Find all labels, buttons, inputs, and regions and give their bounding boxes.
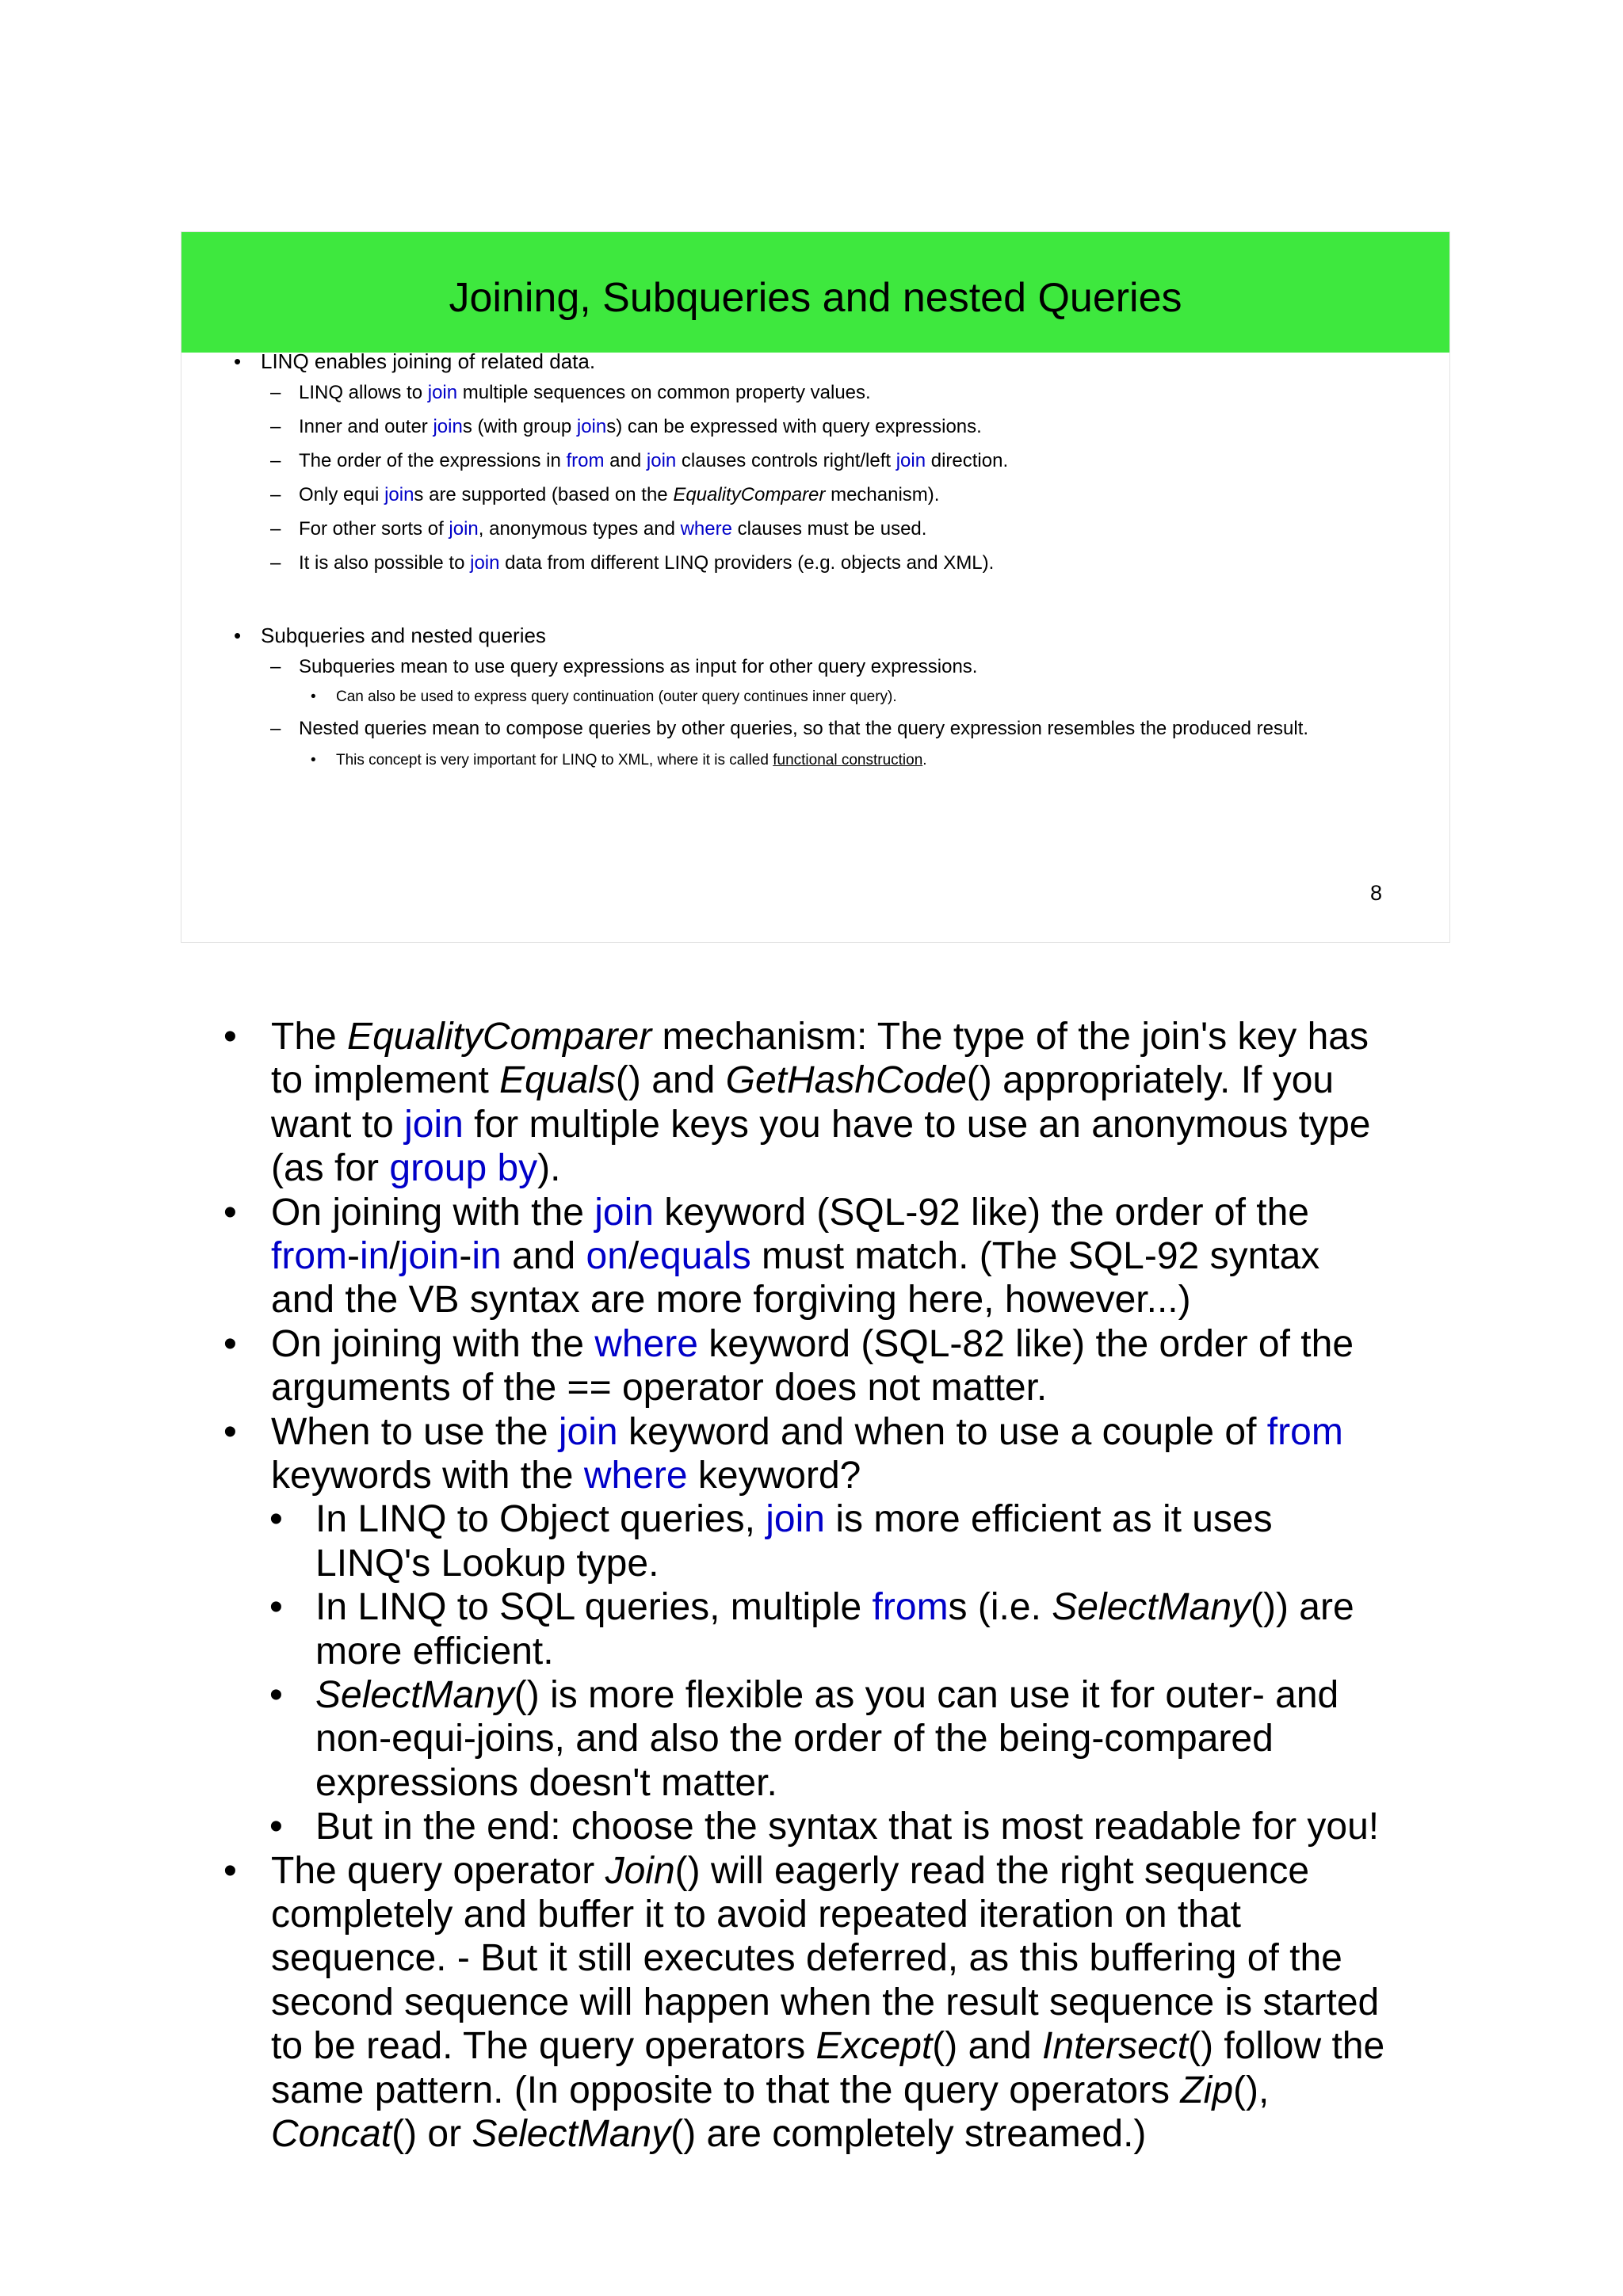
notes-line <box>315 1761 777 1806</box>
text-run: Zip <box>1180 2069 1234 2111</box>
text-run: clauses controls right/left <box>676 450 896 471</box>
text-run: Equals <box>499 1059 616 1101</box>
slide-bullet-level-1 <box>261 349 595 374</box>
notes-line <box>271 1893 1241 1937</box>
text-run: expressions doesn't matter. <box>315 1762 777 1804</box>
notes-bullet-marker: • <box>223 1411 237 1453</box>
slide-bullet-level-2 <box>299 551 994 575</box>
text-run: () or <box>391 2113 472 2155</box>
text-run: () are completely streamed.) <box>670 2113 1147 2155</box>
notes-bullet-marker: • <box>269 1498 283 1540</box>
notes-line <box>271 1278 1191 1322</box>
slide-bullet-level-2 <box>299 415 982 439</box>
text-run: In LINQ to Object queries, <box>315 1498 766 1540</box>
text-run: EqualityComparer <box>673 484 826 505</box>
text-run: clauses must be used. <box>731 518 927 540</box>
text-run: keyword (SQL-82 like) the order of the <box>697 1323 1354 1365</box>
text-run: completely and buffer it to avoid repeated iteration on that <box>271 1894 1241 1936</box>
text-run: LINQ's Lookup type. <box>315 1543 659 1585</box>
notes-line <box>315 1805 1379 1849</box>
text-run: to be read. The query operators <box>271 2025 816 2067</box>
slide-bullet-level-3 <box>336 688 897 707</box>
text-run: , anonymous types and <box>478 518 681 540</box>
keyword-text: equals <box>639 1235 751 1277</box>
keyword-text: on <box>586 1235 628 1277</box>
text-run: - <box>347 1235 360 1277</box>
text-run: Join <box>605 1850 675 1892</box>
notes-line <box>315 1497 1273 1542</box>
text-run: ). <box>537 1147 561 1189</box>
text-run: The <box>271 1016 348 1058</box>
text-run: ()) are <box>1251 1586 1354 1628</box>
text-run: (as for <box>271 1147 390 1189</box>
keyword-text: join <box>896 450 926 471</box>
text-run: mechanism). <box>825 484 940 505</box>
bullet-marker: • <box>234 624 242 647</box>
text-run: and <box>604 450 647 471</box>
keyword-text: from <box>566 450 605 471</box>
text-run: and <box>501 1235 586 1277</box>
text-run: Except <box>815 2025 933 2067</box>
bullet-marker: – <box>270 416 281 437</box>
notes-line <box>271 1103 1370 1147</box>
notes-line <box>271 1366 1047 1410</box>
keyword-text: join <box>594 1192 654 1234</box>
notes-bullet-marker: • <box>223 1192 237 1234</box>
text-run: When to use the <box>271 1411 559 1453</box>
text-run: - <box>459 1235 472 1277</box>
keyword-text: in <box>359 1235 390 1277</box>
keyword-text: where <box>594 1323 698 1365</box>
text-run: SelectMany <box>315 1674 514 1716</box>
text-run: keyword (SQL-92 like) the order of the <box>653 1192 1309 1234</box>
bullet-marker: – <box>270 484 281 505</box>
text-run: second sequence will happen when the result sequence is started <box>271 1981 1380 2023</box>
text-run: () and <box>932 2025 1043 2067</box>
notes-line <box>271 1410 1343 1455</box>
keyword-text: from <box>271 1235 347 1277</box>
notes-line <box>271 1849 1309 1894</box>
notes-line <box>271 1146 561 1191</box>
text-run: more efficient. <box>315 1630 554 1672</box>
notes-bullet-marker: • <box>269 1674 283 1716</box>
slide-bullet-level-1 <box>261 623 546 648</box>
text-run: Subqueries mean to use query expressions as input for other query expressions. <box>299 656 978 677</box>
notes-line <box>271 1936 1342 1981</box>
text-run: s (with group <box>462 416 577 437</box>
text-run: must match. (The SQL-92 syntax <box>750 1235 1320 1277</box>
slide-bullet-level-2 <box>299 483 939 507</box>
text-run: SelectMany <box>472 2113 671 2155</box>
notes-line <box>315 1585 1354 1630</box>
notes-bullet-marker: • <box>223 1323 237 1365</box>
bullet-marker: – <box>270 450 281 471</box>
keyword-text: join <box>449 518 479 540</box>
keyword-text: from <box>1266 1411 1343 1453</box>
text-run: Only equi <box>299 484 385 505</box>
text-run: . <box>922 752 927 769</box>
notes-bullet-marker: • <box>223 1850 237 1892</box>
slide-title: Joining, Subqueries and nested Queries <box>449 275 1182 321</box>
text-run: (), <box>1233 2069 1270 2111</box>
text-run: s are supported (based on the <box>414 484 674 505</box>
keyword-text: join <box>384 484 414 505</box>
keyword-text: where <box>680 518 732 540</box>
text-run: () is more flexible as you can use it for outer- and <box>514 1674 1339 1716</box>
text-run: In LINQ to SQL queries, multiple <box>315 1586 873 1628</box>
bullet-marker: • <box>311 752 316 769</box>
notes-line <box>271 2069 1269 2113</box>
keyword-text: join <box>558 1411 618 1453</box>
text-run: same pattern. (In opposite to that the query operators <box>271 2069 1181 2111</box>
notes-bullet-marker: • <box>269 1806 283 1848</box>
text-run: () and <box>615 1059 726 1101</box>
text-run: keyword? <box>687 1455 861 1497</box>
notes-line <box>271 1454 861 1498</box>
notes-line <box>271 1234 1319 1279</box>
keyword-text: join <box>470 552 500 574</box>
keyword-text: join <box>766 1498 825 1540</box>
text-run: / <box>389 1235 400 1277</box>
bullet-marker: – <box>270 656 281 677</box>
slide <box>181 231 1450 943</box>
text-run: Nested queries mean to compose queries by other queries, so that the query expression resembles the produced result. <box>299 718 1309 739</box>
text-run: and the VB syntax are more forgiving here, however...) <box>271 1279 1191 1321</box>
keyword-text: join <box>427 382 458 403</box>
notes-line <box>315 1717 1274 1761</box>
notes-line <box>271 1191 1309 1235</box>
keyword-text: join <box>576 416 607 437</box>
text-run: Concat <box>271 2113 392 2155</box>
keyword-text: join <box>646 450 677 471</box>
text-run: () appropriately. If you <box>966 1059 1335 1101</box>
text-run: LINQ enables joining of related data. <box>261 349 596 373</box>
text-run: () will eagerly read the right sequence <box>674 1850 1310 1892</box>
keyword-text: where <box>583 1455 688 1497</box>
bullet-marker: • <box>311 688 316 705</box>
text-run: On joining with the <box>271 1192 595 1234</box>
notes-line <box>271 1322 1354 1367</box>
slide-bullet-level-2 <box>299 517 926 541</box>
slide-bullet-level-2 <box>299 381 871 405</box>
slide-number: 8 <box>1370 881 1383 905</box>
keyword-text: join <box>433 416 463 437</box>
notes-line <box>271 2024 1384 2069</box>
bullet-marker: – <box>270 518 281 540</box>
bullet-marker: • <box>234 349 242 373</box>
text-run: non-equi-joins, and also the order of the being-compared <box>315 1718 1274 1760</box>
notes-line <box>315 1542 659 1586</box>
notes-line <box>315 1673 1338 1718</box>
slide-bullet-level-2 <box>299 655 977 679</box>
text-run: SelectMany <box>1052 1586 1251 1628</box>
keyword-text: from <box>872 1586 949 1628</box>
bullet-marker: – <box>270 552 281 574</box>
notes-line <box>271 1015 1369 1059</box>
keyword-text: join <box>399 1235 460 1277</box>
text-run: multiple sequences on common property values. <box>457 382 871 403</box>
text-run: / <box>628 1235 640 1277</box>
bullet-marker: – <box>270 382 281 403</box>
text-run: This concept is very important for LINQ to XML, where it is called <box>336 752 773 769</box>
text-run: keyword and when to use a couple of <box>617 1411 1267 1453</box>
text-run: want to <box>271 1104 405 1146</box>
slide-bullet-level-2 <box>299 717 1308 741</box>
text-run: Subqueries and nested queries <box>261 624 546 647</box>
text-run: For other sorts of <box>299 518 449 540</box>
notes-bullet-marker: • <box>269 1586 283 1628</box>
text-run: arguments of the == operator does not matter. <box>271 1367 1048 1409</box>
slide-bullet-level-3 <box>336 751 927 770</box>
text-run: direction. <box>926 450 1009 471</box>
text-run: On joining with the <box>271 1323 595 1365</box>
notes-line <box>315 1630 554 1674</box>
text-run: Intersect <box>1042 2025 1189 2067</box>
text-run: But in the end: choose the syntax that is most readable for you! <box>315 1806 1380 1848</box>
text-run: The query operator <box>271 1850 605 1892</box>
text-run: sequence. - But it still executes deferred, as this buffering of the <box>271 1937 1342 1979</box>
text-run: mechanism: The type of the join's key has <box>651 1016 1369 1058</box>
text-run: EqualityComparer <box>347 1016 652 1058</box>
keyword-text: join <box>404 1104 464 1146</box>
text-run: GetHashCode <box>725 1059 967 1101</box>
slide-header <box>181 232 1449 353</box>
notes-line <box>271 1058 1334 1103</box>
text-run: data from different LINQ providers (e.g. objects and XML). <box>499 552 995 574</box>
text-run: It is also possible to <box>299 552 471 574</box>
text-run: s) can be expressed with query expressions. <box>606 416 982 437</box>
text-run: () follow the <box>1188 2025 1385 2067</box>
notes-line <box>271 2112 1146 2157</box>
keyword-text: in <box>472 1235 502 1277</box>
text-run: keywords with the <box>271 1455 584 1497</box>
text-run: to implement <box>271 1059 500 1101</box>
text-run: LINQ allows to <box>299 382 428 403</box>
slide-bullet-level-2 <box>299 449 1008 473</box>
text-run: s (i.e. <box>948 1586 1052 1628</box>
notes-line <box>271 1981 1379 2025</box>
keyword-text: group by <box>389 1147 538 1189</box>
text-run: for multiple keys you have to use an anonymous type <box>463 1104 1371 1146</box>
text-run: functional construction <box>773 752 923 769</box>
notes-bullet-marker: • <box>223 1016 237 1058</box>
text-run: Can also be used to express query continuation (outer query continues inner query). <box>336 688 897 705</box>
bullet-marker: – <box>270 718 281 739</box>
text-run: The order of the expressions in <box>299 450 567 471</box>
text-run: is more efficient as it uses <box>824 1498 1273 1540</box>
text-run: Inner and outer <box>299 416 433 437</box>
